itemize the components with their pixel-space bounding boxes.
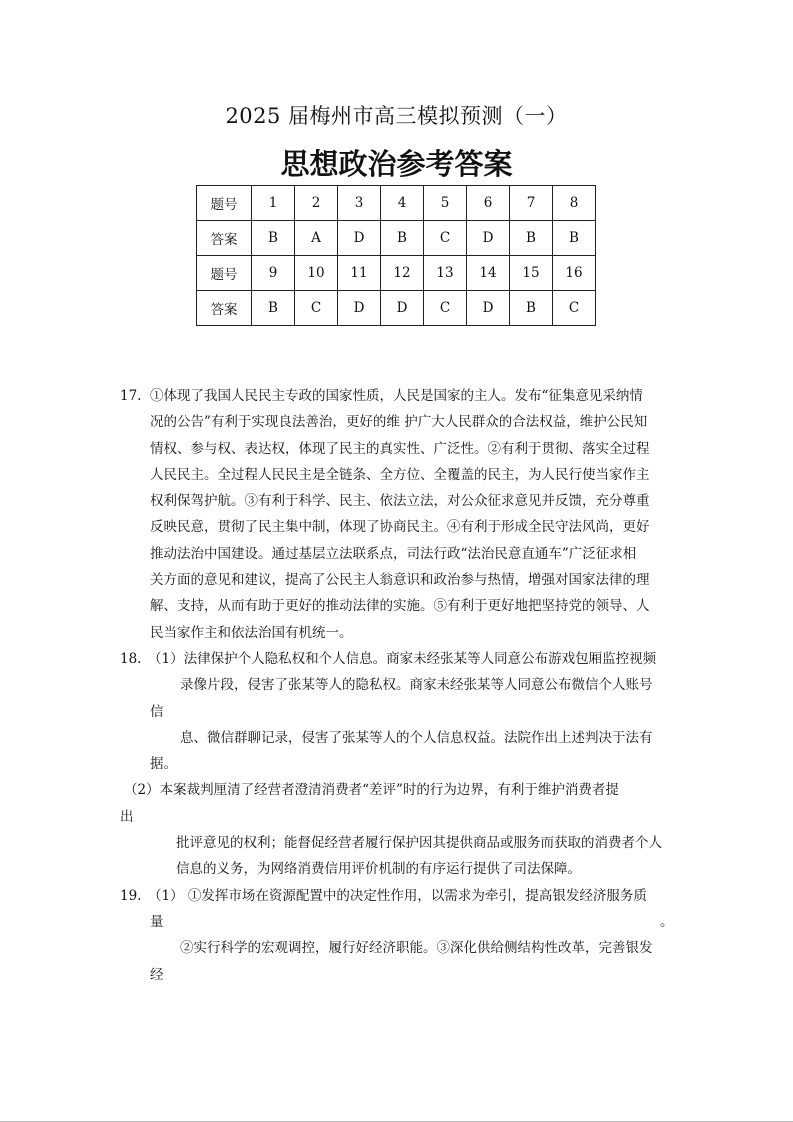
answer-line: 况的公告”有利于实现良法善治，更好的维 护广大人民群众的合法权益，维护公民知 — [150, 414, 648, 431]
answer-table-cell: 7 — [510, 186, 553, 221]
answer-line: ②实行科学的宏观调控，履行好经济职能。③深化供给侧结构性改革，完善银发 — [180, 940, 653, 957]
answer-table-cell: 8 — [553, 186, 596, 221]
part-label: （2） — [124, 782, 160, 799]
question-17 — [120, 383, 685, 646]
answer-table-cell: B — [381, 221, 424, 256]
answer-table-cell: D — [338, 221, 381, 256]
answer-table-row — [197, 291, 596, 326]
part-label: （1） — [148, 887, 184, 904]
question-19 — [120, 883, 685, 988]
answer-table-row-label: 答案 — [197, 291, 252, 326]
answer-table-cell: D — [467, 221, 510, 256]
answer-table-cell: 11 — [338, 256, 381, 291]
answer-table-cell: 2 — [295, 186, 338, 221]
answer-line: 关方面的意见和建议，提高了公民主人翁意识和政治参与热情，增强对国家法律的理 — [150, 572, 650, 589]
answer-line — [120, 777, 685, 803]
answer-table-row — [197, 186, 596, 221]
answer-table-cell: C — [424, 221, 467, 256]
answer-table-cell: 13 — [424, 256, 467, 291]
answer-table-cell: 9 — [252, 256, 295, 291]
answer-table-cell: 5 — [424, 186, 467, 221]
answer-line — [120, 909, 685, 935]
answer-table-cell: 14 — [467, 256, 510, 291]
answer-table-cell: B — [510, 221, 553, 256]
answer-table-cell: 10 — [295, 256, 338, 291]
answer-table-cell: B — [510, 291, 553, 326]
answer-table-cell: 12 — [381, 256, 424, 291]
document-title: 2025 届梅州市高三模拟预测（一） — [225, 104, 568, 128]
answer-line: ①体现了我国人民民主专政的国家性质，人民是国家的主人。发布“征集意见采纳情 — [150, 388, 643, 404]
answer-table-row-label: 题号 — [197, 256, 252, 291]
part-label: （1） — [148, 650, 184, 667]
answer-table-row-label: 题号 — [197, 186, 252, 221]
answer-line: 批评意见的权利；能督促经营者履行保护因其提供商品或服务而获取的消费者个人 — [176, 835, 662, 852]
answer-table-cell: C — [553, 291, 596, 326]
answer-line: 经 — [150, 966, 164, 983]
answer-line: 出 — [120, 808, 134, 825]
answer-table-row-label: 答案 — [197, 221, 252, 256]
question-18 — [120, 646, 685, 883]
answer-line: 反映民意，贯彻了民主集中制，体现了协商民主。④有利于形成全民守法风尚，更好 — [150, 519, 650, 536]
answer-line — [120, 883, 685, 909]
answer-line: 情权、参与权、表达权，体现了民主的真实性、广泛性。②有利于贯彻、落实全过程 — [150, 440, 650, 457]
answer-table-cell: 16 — [553, 256, 596, 291]
answer-text: 。 — [660, 913, 674, 930]
answer-text: 本案裁判厘清了经营者澄清消费者“差评”时的行为边界，有利于维护消费者提 — [159, 782, 619, 799]
answer-line: 信 — [150, 703, 164, 720]
answer-table-cell: B — [553, 221, 596, 256]
answer-table-row — [197, 221, 596, 256]
answer-line: 解、支持，从而有助于更好的推动法律的实施。⑤有利于更好地把坚持党的领导、人 — [150, 598, 650, 615]
answer-table-cell: D — [467, 291, 510, 326]
answer-line: 民当家作主和依法治国有机统一。 — [150, 624, 353, 641]
answer-table-row — [197, 256, 596, 291]
answer-table-cell: 6 — [467, 186, 510, 221]
answer-line: 据。 — [150, 756, 177, 773]
answer-line — [120, 646, 685, 672]
question-number: 19. — [120, 887, 142, 904]
answer-table-cell: B — [252, 221, 295, 256]
answer-text: 量 — [150, 913, 164, 930]
answer-table-cell: 1 — [252, 186, 295, 221]
question-number: 18. — [120, 650, 142, 667]
answer-line: 息、微信群聊记录，侵害了张某等人的个人信息权益。法院作出上述判决于法有 — [180, 729, 653, 746]
answer-line: 权利保驾护航。③有利于科学、民主、依法立法，对公众征求意见并反馈，充分尊重 — [150, 493, 650, 510]
answer-table-cell: A — [295, 221, 338, 256]
answer-line: 录像片段，侵害了张某等人的隐私权。商家未经张某等人同意公布微信个人账号 — [180, 677, 653, 694]
answer-table-cell: 3 — [338, 186, 381, 221]
answer-text: 法律保护个人隐私权和个人信息。商家未经张某等人同意公布游戏包厢监控视频 — [183, 650, 657, 667]
answer-table-cell: D — [338, 291, 381, 326]
document-subtitle: 思想政治参考答案 — [280, 147, 513, 181]
answer-table-cell: B — [252, 291, 295, 326]
answer-line: 信息的义务，为网络消费信用评价机制的有序运行提供了司法保障。 — [176, 861, 581, 878]
answer-table-cell: C — [424, 291, 467, 326]
answer-table-cell: 15 — [510, 256, 553, 291]
answer-body — [120, 383, 685, 988]
answer-line: 推动法治中国建设。通过基层立法联系点，司法行政“法治民意直通车”广泛征求相 — [150, 545, 637, 562]
question-number: 17. — [120, 388, 142, 404]
answer-table — [196, 185, 596, 326]
answer-table-cell: D — [381, 291, 424, 326]
answer-line: 人民民主。全过程人民民主是全链条、全方位、全覆盖的民主，为人民行使当家作主 — [150, 466, 650, 483]
answer-text: ①发挥市场在资源配置中的决定性作用，以需求为牵引，提高银发经济服务质 — [187, 887, 647, 904]
answer-table-cell: C — [295, 291, 338, 326]
answer-table-cell: 4 — [381, 186, 424, 221]
